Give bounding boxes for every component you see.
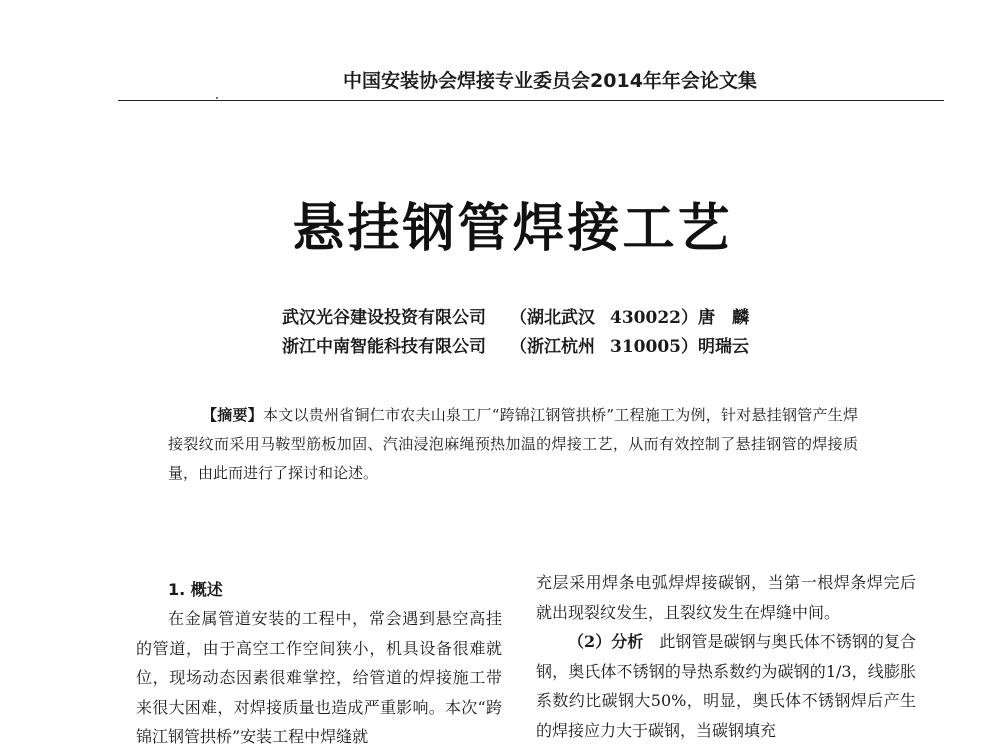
body-column-right (536, 568, 916, 745)
abstract-label: 【摘要】 (202, 406, 263, 424)
analysis-text: 此钢管是碳钢与奥氏体不锈钢的复合钢，奥氏体不锈钢的导热系数约为碳钢的1/3，线膨胀系数约比碳钢大50%，明显，奥氏体不锈钢焊后产生的焊接应力大于碳钢，当碳钢填充 (536, 632, 916, 740)
paper-title: 悬挂钢管焊接工艺 (292, 199, 733, 259)
body-paragraph: 在金属管道安装的工程中，常会遇到悬空高挂的管道，由于高空工作空间狭小，机具设备很难就位，现场动态因素很难掌控，给管道的焊接施工带来很大困难，对焊接质量也造成严重影响。本次“跨锦江钢管拱桥”安装工程中焊缝就 (136, 609, 502, 746)
author-name: 明瑞云 (698, 337, 749, 357)
analysis-paragraph (536, 627, 916, 745)
abstract (168, 401, 858, 488)
body-paragraph-continuation: 充层采用焊条电弧焊焊接碳钢，当第一根焊条焊完后就出现裂纹发生，且裂纹发生在焊缝中间。 (536, 573, 916, 622)
affiliation-line-1 (282, 303, 749, 328)
affiliation-location: （湖北武汉 (510, 308, 595, 328)
abstract-text: 本文以贵州省铜仁市农夫山泉工厂“跨锦江钢管拱桥”工程施工为例，针对悬挂钢管产生焊接裂纹而采用马鞍型筋板加固、汽油浸泡麻绳预热加温的焊接工艺，从而有效控制了悬挂钢管的焊接质量，由此而进行了探讨和论述。 (168, 406, 858, 482)
author-name: 唐 麟 (698, 308, 749, 328)
affiliation-line-2 (282, 332, 749, 357)
affiliation-location: （浙江杭州 (510, 337, 595, 357)
affiliation-org: 武汉光谷建设投资有限公司 (282, 308, 486, 328)
section-heading: 1. 概述 (168, 580, 223, 599)
affiliation-postcode: 430022） (610, 308, 698, 328)
affiliation-postcode: 310005） (610, 337, 698, 357)
scan-speck (216, 97, 218, 99)
analysis-label: （2）分析 (568, 632, 644, 651)
body-column-left (136, 568, 502, 752)
header-rule (118, 100, 944, 101)
affiliation-org: 浙江中南智能科技有限公司 (282, 337, 486, 357)
running-header: 中国安装协会焊接专业委员会2014年年会论文集 (343, 70, 757, 92)
